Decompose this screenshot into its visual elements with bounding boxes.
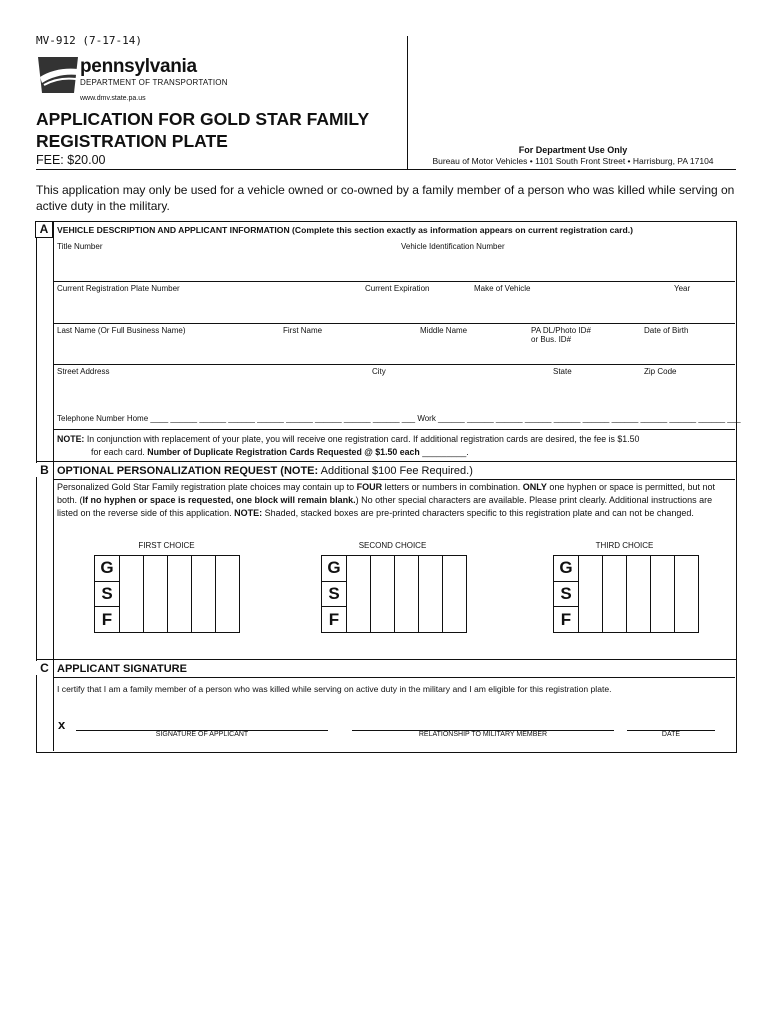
expiration-label: Current Expiration [365,284,430,293]
note-label: NOTE: [57,434,85,444]
first-name-label: First Name [283,326,323,335]
character-box[interactable] [675,555,699,633]
personalization-instructions [57,481,729,520]
street-label: Street Address [57,367,110,376]
dl-id-label [531,326,591,344]
section-c-heading: APPLICANT SIGNATURE [57,663,187,675]
bureau-address: Bureau of Motor Vehicles • 1101 South Front Street • Harrisburg, PA 17104 [432,156,714,166]
character-box[interactable] [627,555,651,633]
preprinted-prefix [321,555,347,633]
logo-department: DEPARTMENT OF TRANSPORTATION [80,78,228,87]
first-choice-label: FIRST CHOICE [138,541,195,550]
character-box[interactable] [144,555,168,633]
instruction-segment: letters or numbers in combination. [382,482,523,492]
first-choice-plate [94,555,240,633]
title-number-label: Title Number [57,242,103,251]
last-name-field[interactable] [57,346,277,364]
date-label: DATE [661,731,681,738]
last-name-label: Last Name (Or Full Business Name) [57,326,186,335]
prefix-s: S [95,582,119,608]
second-choice-plate [321,555,467,633]
prefix-f: F [101,609,113,629]
instruction-segment: Shaded, stacked boxes are pre-printed characters specific to this registration plate and can not be changed. [262,508,694,518]
character-box[interactable] [120,555,144,633]
row-divider [53,429,735,430]
signature-x-mark: x [58,717,66,732]
keystone-logo-icon [36,55,80,95]
row-divider [53,479,735,480]
section-b-note: Additional $100 Fee Required.) [318,465,473,477]
signature-field[interactable] [76,706,328,730]
make-label: Make of Vehicle [474,284,531,293]
prefix-f: F [560,609,572,629]
vin-label: Vehicle Identification Number [401,242,505,251]
dl-id-label-line-2: or Bus. ID# [531,335,572,344]
certification-text: I certify that I am a family member of a person who was killed while serving on active duty in the military and I am eligible for this registration plate. [57,684,612,694]
first-name-field[interactable] [281,346,413,364]
middle-name-field[interactable] [418,346,526,364]
row-divider [53,364,735,365]
title-line-1: APPLICATION FOR GOLD STAR FAMILY [36,109,370,129]
intro-text: This application may only be used for a vehicle owned or co-owned by a family member of a person who was killed while serving on active duty in the military. [36,183,735,213]
relationship-label: RELATIONSHIP TO MILITARY MEMBER [418,731,548,738]
title-number-field[interactable] [57,252,387,280]
note-line2-text: for each card. [91,447,148,457]
dl-id-label-line-1: PA DL/Photo ID# [531,326,591,335]
logo-wordmark: pennsylvania [80,56,197,77]
instruction-segment: one hyphen or space is permitted, but not both. ( [57,482,716,505]
signature-label: SIGNATURE OF APPLICANT [155,731,249,738]
plate-number-field[interactable] [57,294,357,322]
year-field[interactable] [666,294,732,322]
third-choice-label: THIRD CHOICE [595,541,654,550]
character-box[interactable] [347,555,371,633]
section-a-heading: VEHICLE DESCRIPTION AND APPLICANT INFORMATION (Complete this section exactly as information appears on current registration card.) [57,225,634,235]
second-choice-label: SECOND CHOICE [358,541,427,550]
make-field[interactable] [472,294,662,322]
section-c-letter: C [36,661,53,675]
dob-label: Date of Birth [644,326,689,335]
duplicate-cards-field[interactable]: _________. [419,447,469,457]
vin-field[interactable] [398,252,733,280]
character-box[interactable] [603,555,627,633]
prefix-g: G [95,556,119,582]
state-field[interactable] [551,377,639,403]
duplicate-cards-label: Number of Duplicate Registration Cards Requested @ $1.50 each [147,447,420,457]
prefix-f: F [328,609,340,629]
title-line-2: REGISTRATION PLATE [36,131,228,151]
preprinted-prefix [94,555,120,633]
character-box[interactable] [579,555,603,633]
section-b-letter: B [36,463,53,477]
instruction-segment: If no hyphen or space is requested, one block will remain blank. [82,495,356,505]
prefix-g: G [554,556,578,582]
fee-text: FEE: $20.00 [36,153,106,167]
telephone-line[interactable]: Telephone Number Home ____ ______ ______ ______ ______ ______ ______ ______ ______ ___ Work ______ ______ ______ ______ ______ ______ ______ ______ ______ ______ ___ [57,414,741,423]
row-divider [53,323,735,324]
character-box[interactable] [168,555,192,633]
section-b-heading [57,465,473,477]
expiration-field[interactable] [362,294,468,322]
date-field[interactable] [627,706,715,730]
header-rule [36,169,736,170]
state-label: State [553,367,572,376]
prefix-s: S [322,582,346,608]
character-box[interactable] [419,555,443,633]
prefix-g: G [322,556,346,582]
section-b-note-label: (NOTE: [280,465,319,477]
duplicate-card-note [57,433,733,459]
section-divider [36,461,736,462]
logo-url: www.dmv.state.pa.us [80,95,146,102]
row-divider [53,281,735,282]
prefix-s: S [554,582,578,608]
dl-id-field[interactable] [529,346,639,364]
character-box[interactable] [192,555,216,633]
dob-field[interactable] [642,346,732,364]
instruction-segment: Personalized Gold Star Family registration plate choices may contain up to [57,482,357,492]
department-use-label: For Department Use Only [518,145,628,155]
city-field[interactable] [370,377,546,403]
middle-name-label: Middle Name [420,326,468,335]
section-a-letter: A [35,221,53,238]
third-choice-plate [553,555,699,633]
page-title [36,108,406,152]
character-box[interactable] [443,555,467,633]
year-label: Year [674,284,691,293]
instruction-segment: ) No other special characters are available. Please print clearly. Additional instructions are listed on the reverse side of this application. [57,495,713,518]
character-box[interactable] [371,555,395,633]
instruction-segment: NOTE: [234,508,263,518]
street-field[interactable] [57,377,362,403]
instruction-segment: ONLY [522,482,547,492]
city-label: City [372,367,386,376]
row-divider [53,677,735,678]
section-b-title: OPTIONAL PERSONALIZATION REQUEST [57,465,278,477]
plate-number-label: Current Registration Plate Number [57,284,180,293]
character-box[interactable] [651,555,675,633]
character-box[interactable] [216,555,240,633]
section-divider [36,659,736,660]
instruction-segment: FOUR [356,482,383,492]
relationship-field[interactable] [352,706,614,730]
preprinted-prefix [553,555,579,633]
zip-field[interactable] [642,377,732,403]
zip-label: Zip Code [644,367,677,376]
character-box[interactable] [395,555,419,633]
note-text: In conjunction with replacement of your plate, you will receive one registration card. If additional registration cards are desired, the fee is $1.50 [84,434,640,444]
form-code: MV-912 (7-17-14) [36,34,142,47]
